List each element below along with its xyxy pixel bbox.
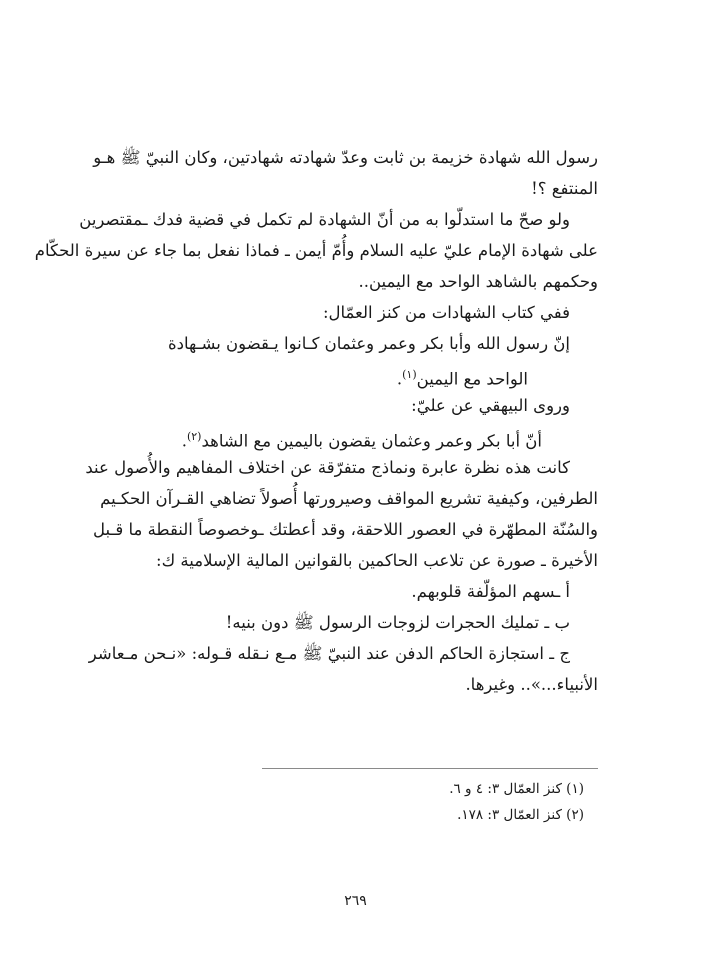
body-line: والسُنّة المطهّرة في العصور اللاحقة، وقد أعطتك ـوخصوصاً النقطة ما قـبل: [93, 520, 598, 539]
footnote-ref: (١): [402, 368, 417, 381]
list-item: ب ـ تمليك الحجرات لزوجات الرسول ﷺ دون بنيه!: [225, 613, 570, 632]
list-item: أ ـسهم المؤلّفة قلوبهم.: [411, 582, 570, 601]
page-number: ٢٦٩: [344, 893, 367, 909]
quote-period: .: [396, 369, 403, 389]
footnotes: [112, 776, 598, 828]
page-body: [34, 142, 598, 700]
body-line: وروى البيهقي عن عليّ:: [411, 396, 570, 415]
quote-line: [112, 359, 598, 390]
body-line: على شهادة الإمام عليّ عليه السلام وأُمّ أيمن ـ فماذا نفعل بما جاء عن سيرة الحكّام: [34, 241, 598, 260]
body-line: رسول الله شهادة خزيمة بن ثابت وعدّ شهادته شهادتين، وكان النبيّ ﷺ هـو: [93, 148, 598, 167]
quote-text: الواحد مع اليمين: [416, 369, 528, 389]
body-line: وحكمهم بالشاهد الواحد مع اليمين..: [358, 272, 598, 291]
list-item: ج ـ استجازة الحاكم الدفن عند النبيّ ﷺ مـع نـقله قـوله: «نـحن مـعاشر: [88, 644, 570, 663]
body-line: ولو صحّ ما استدلّوا به من أنّ الشهادة لم تكمل في قضية فدك ـمقتصرين: [79, 210, 570, 229]
footnote-ref: (٢): [186, 430, 202, 443]
quote-line: [112, 421, 598, 452]
quote-line: إنّ رسول الله وأبا بكر وعمر وعثمان كـانوا يـقضون بشـهادة: [168, 334, 570, 353]
footnote: (١) كنز العمّال ٣: ٤ و ٦.: [449, 781, 584, 797]
quote-text: أنّ أبا بكر وعمر وعثمان يقضون باليمين مع الشاهد: [201, 431, 542, 451]
footnote: (٢) كنز العمّال ٣: ١٧٨.: [457, 807, 584, 823]
body-line: كانت هذه نظرة عابرة ونماذج متفرّقة عن اختلاف المفاهيم والأُصول عند: [85, 458, 570, 477]
body-line: ففي كتاب الشهادات من كنز العمّال:: [322, 303, 570, 322]
body-line: المنتفع ؟!: [531, 179, 598, 198]
list-item-continuation: الأنبياء...».. وغيرها.: [465, 675, 598, 694]
body-line: الطرفين، وكيفية تشريع المواقف وصيرورتها أُصولاً تضاهي القـرآن الحكـيم: [100, 489, 598, 508]
body-line: الأخيرة ـ صورة عن تلاعب الحاكمين بالقوانين المالية الإسلامية ك:: [156, 551, 598, 570]
footnote-divider: [262, 768, 598, 769]
quote-period: .: [181, 431, 187, 451]
